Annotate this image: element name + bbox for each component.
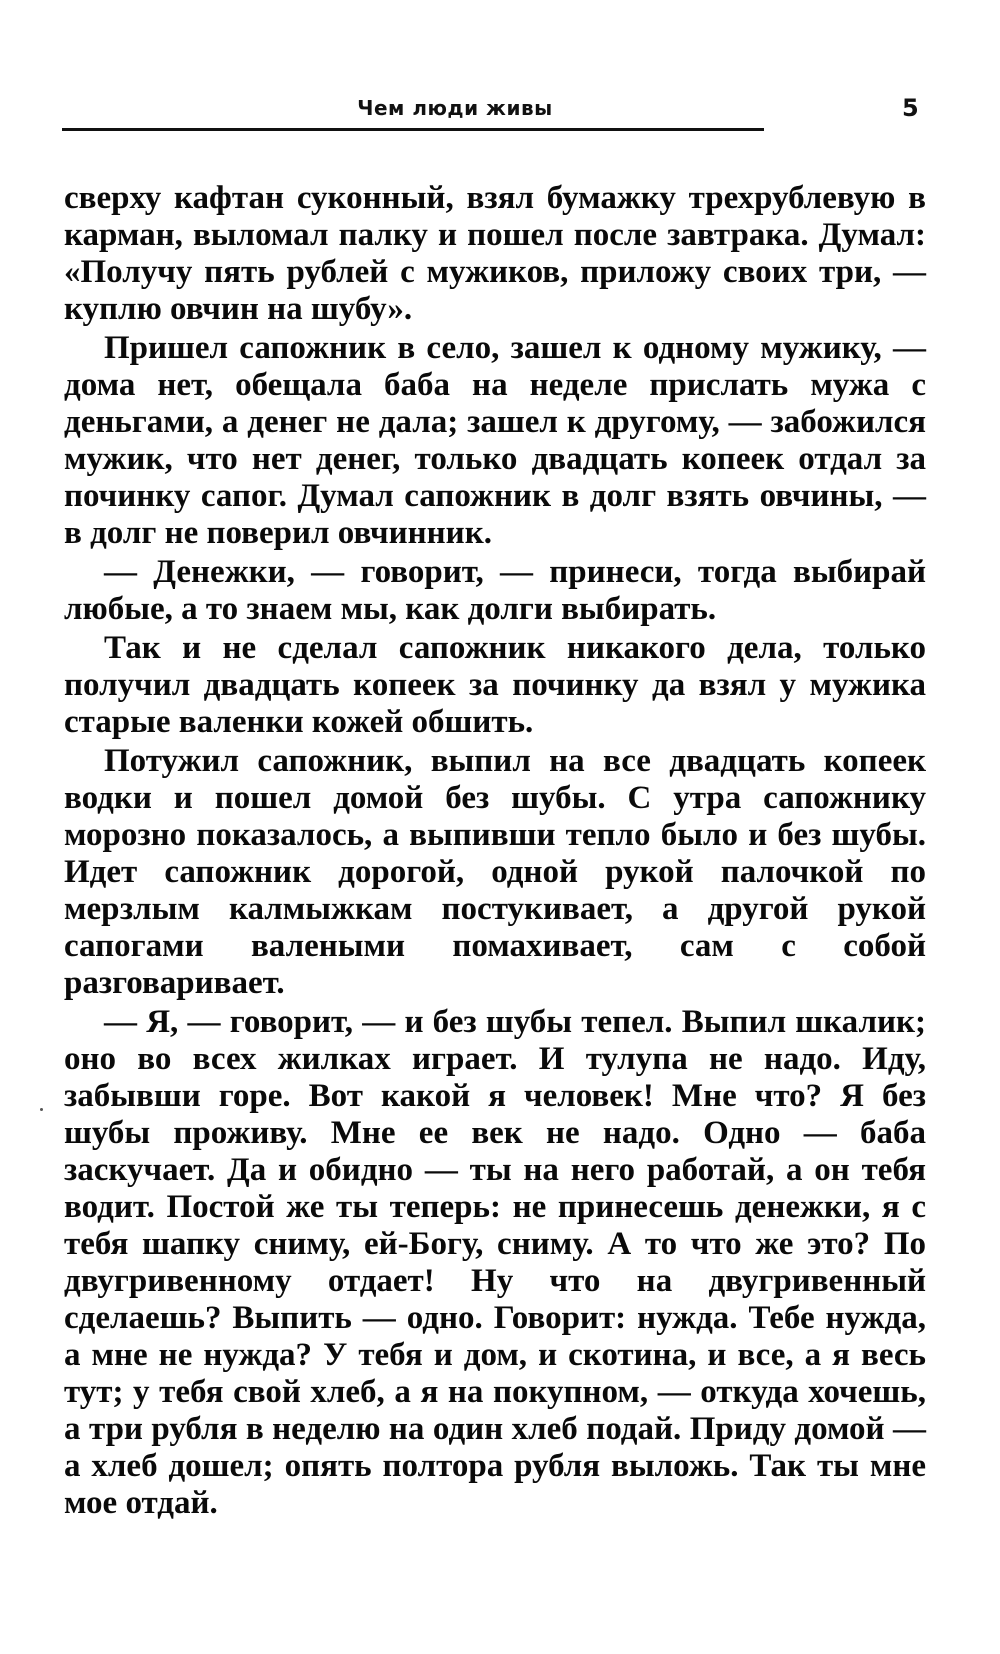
running-head (0, 96, 1000, 128)
paragraph: сверху кафтан суконный, взял бумажку трехрублевую в карман, выломал палку и пошел после завтрака. Думал: «Получу пять рублей с мужиков, приложу своих три, — куплю овчин на шубу». (64, 180, 926, 327)
paragraph: Так и не сделал сапожник никакого дела, только получил двадцать копеек за починку да взял у мужика старые валенки кожей обшить. (64, 630, 926, 740)
page-number: 5 (902, 94, 919, 122)
text-body (64, 180, 926, 1524)
paragraph: — Я, — говорит, — и без шубы тепел. Выпил шкалик; оно во всех жилках играет. И тулупа не надо. Иду, забывши горе. Вот какой я человек! Мне что? Я без шубы проживу. Мне ее век не надо. Одно — баба заскучает. Да и обидно — ты на него работай, а он тебя водит. Постой же ты теперь: не принесешь денежки, я с тебя шапку сниму, ей-Богу, сниму. А то что же это? По двугривенному отдает! Ну что на двугривенный сделаешь? Выпить — одно. Говорит: нужда. Тебе нужда, а мне не нужда? У тебя и дом, и скотина, и все, а я весь тут; у тебя свой хлеб, а я на покупном, — откуда хочешь, а три рубля в неделю на один хлеб подай. Приду домой — а хлеб дошел; опять полтора рубля выложь. Так ты мне мое отдай. (64, 1004, 926, 1521)
header-rule (62, 128, 764, 131)
paragraph: Потужил сапожник, выпил на все двадцать копеек водки и пошел домой без шубы. С утра сапожнику морозно показалось, а выпивши тепло было и без шубы. Идет сапожник дорогой, одной рукой палочкой по мерзлым калмыжкам постукивает, а другой рукой сапогами валеными помахивает, сам с собой разговаривает. (64, 743, 926, 1001)
paragraph: Пришел сапожник в село, зашел к одному мужику, — дома нет, обещала баба на неделе прислать мужа с деньгами, а денег не дала; зашел к другому, — забожился мужик, что нет денег, только двадцать копеек отдал за починку сапог. Думал сапожник в долг взять овчины, — в долг не поверил овчинник. (64, 330, 926, 551)
paragraph: — Денежки, — говорит, — принеси, тогда выбирай любые, а то знаем мы, как долги выбирать. (64, 554, 926, 627)
print-speck (40, 1108, 43, 1111)
running-title: Чем люди живы (357, 96, 553, 120)
